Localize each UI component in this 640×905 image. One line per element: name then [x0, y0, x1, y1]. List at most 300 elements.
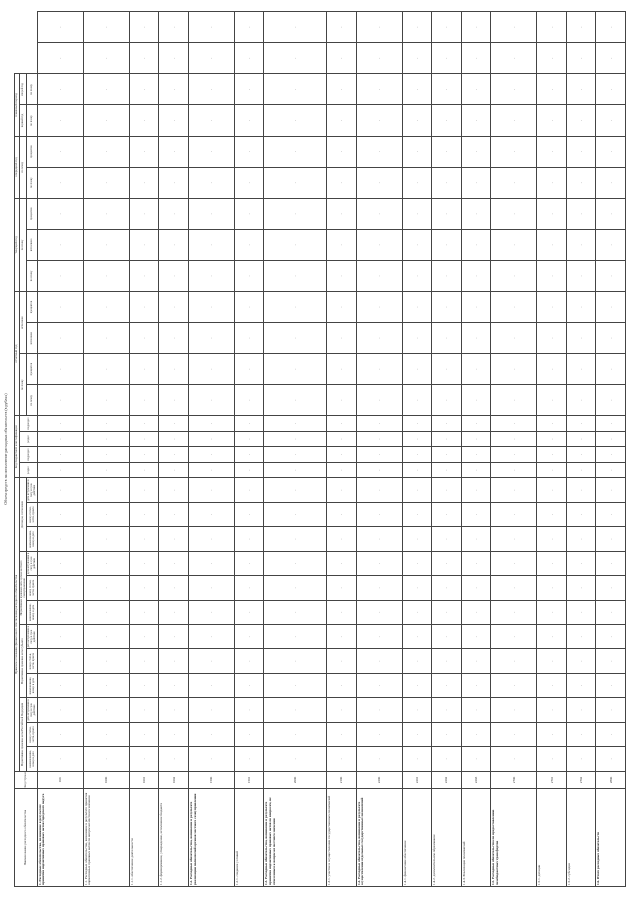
table-cell: - [432, 198, 462, 229]
table-cell: - [596, 105, 626, 136]
table-cell: - [596, 167, 626, 198]
table-cell: - [566, 291, 596, 322]
row-code: 1002 [159, 771, 189, 789]
table-cell: - [402, 698, 432, 722]
table-cell: - [566, 229, 596, 260]
table-cell: - [356, 527, 402, 551]
header-federal: Нормативные правовые акты Российской Федерации [19, 698, 26, 771]
row-code: 2701 [537, 771, 567, 789]
table-cell: - [537, 12, 567, 43]
table-cell: - [326, 198, 356, 229]
row-code: 1001 [129, 771, 159, 789]
table-cell: - [402, 260, 432, 291]
table-cell: - [83, 747, 129, 771]
table-cell: - [326, 229, 356, 260]
row-name: 1.5.1. дотации [537, 789, 567, 887]
table-cell: - [83, 198, 129, 229]
table-cell: - [537, 105, 567, 136]
table-cell: - [264, 625, 327, 649]
table-cell: - [83, 105, 129, 136]
table-cell: - [537, 600, 567, 624]
table-cell: - [537, 229, 567, 260]
table-cell: - [491, 502, 537, 526]
row-code: 2202 [432, 771, 462, 789]
table-cell: - [264, 698, 327, 722]
table-cell: - [264, 229, 327, 260]
table-cell: - [83, 722, 129, 746]
table-cell: - [83, 462, 129, 478]
table-cell: - [566, 447, 596, 463]
table-cell: - [596, 43, 626, 74]
table-cell: - [234, 431, 264, 447]
table-cell: - [596, 478, 626, 502]
row-code: 2203 [461, 771, 491, 789]
table-row [356, 12, 402, 887]
table-cell: - [83, 447, 129, 463]
table-cell: - [326, 502, 356, 526]
table-cell: - [264, 649, 327, 673]
table-cell: - [491, 385, 537, 416]
table-cell: - [264, 576, 327, 600]
table-cell: - [234, 167, 264, 198]
table-cell: - [83, 291, 129, 322]
table-cell: - [432, 12, 462, 43]
table-row [596, 12, 626, 887]
header-report-year: отчетный год [15, 291, 20, 415]
table-cell: - [264, 167, 327, 198]
header-name: Наименование расходного обязательства [15, 789, 38, 887]
header-sub-name: наименование, номер и дата [27, 527, 38, 551]
table-cell: - [402, 323, 432, 354]
table-cell: - [234, 698, 264, 722]
table-cell: - [129, 229, 159, 260]
table-cell: - [83, 431, 129, 447]
table-cell: - [264, 478, 327, 502]
table-cell: - [234, 600, 264, 624]
header-sub-pct: процентов [27, 198, 38, 229]
table-cell: - [159, 291, 189, 322]
table-cell: - [129, 673, 159, 697]
table-cell: - [264, 431, 327, 447]
table-cell: - [461, 198, 491, 229]
table-cell: - [159, 43, 189, 74]
table-cell: - [129, 136, 159, 167]
table-cell: - [537, 431, 567, 447]
table-cell: - [537, 625, 567, 649]
table-cell: - [83, 229, 129, 260]
table-cell: - [566, 478, 596, 502]
table-cell: - [83, 74, 129, 105]
table-cell: - [159, 478, 189, 502]
table-cell: - [566, 576, 596, 600]
header-current-year: текущий год [15, 198, 20, 291]
table-cell: - [461, 722, 491, 746]
table-cell: - [402, 105, 432, 136]
table-row [234, 12, 264, 887]
table-cell: - [37, 260, 83, 291]
table-cell: - [491, 354, 537, 385]
table-cell: - [537, 198, 567, 229]
table-cell: - [432, 698, 462, 722]
table-cell: - [596, 447, 626, 463]
header-sub-exec: исполнено [27, 323, 38, 354]
table-cell: - [402, 625, 432, 649]
table-cell: - [432, 354, 462, 385]
table-cell: - [566, 527, 596, 551]
table-cell: - [326, 600, 356, 624]
row-name: 1.3. Расходные обязательства, возникшие в результате принятия нормативных правовых актов по вопросам, не отнесенным к вопросам местного значения [264, 789, 327, 887]
table-cell: - [537, 551, 567, 575]
header-sub-date: дата вступления в силу и срок действия [27, 479, 37, 501]
table-cell: - [566, 551, 596, 575]
table-cell: - [326, 105, 356, 136]
header-sub-plan: по плану [27, 105, 38, 136]
row-name: 1.5.2. субсидии [566, 789, 596, 887]
table-cell: - [37, 502, 83, 526]
table-cell: - [188, 105, 234, 136]
table-cell: - [356, 291, 402, 322]
table-cell: - [402, 385, 432, 416]
table-cell: - [37, 354, 83, 385]
table-cell: - [83, 12, 129, 43]
table-cell: - [326, 43, 356, 74]
table-cell: - [326, 431, 356, 447]
table-cell: - [83, 478, 129, 502]
table-cell: - [356, 722, 402, 746]
table-cell: - [37, 447, 83, 463]
table-cell: - [537, 698, 567, 722]
table-cell: - [537, 673, 567, 697]
table-cell: - [234, 43, 264, 74]
table-cell: - [129, 447, 159, 463]
table-cell: - [129, 527, 159, 551]
table-cell: - [491, 198, 537, 229]
table-cell: - [537, 462, 567, 478]
table-cell: - [234, 12, 264, 43]
table-cell: - [432, 43, 462, 74]
header-sub-plan: по плану [27, 74, 38, 105]
table-cell: - [326, 354, 356, 385]
table-cell: - [264, 462, 327, 478]
table-cell: - [129, 291, 159, 322]
table-cell: - [264, 502, 327, 526]
table-cell: - [402, 74, 432, 105]
table-cell: - [432, 722, 462, 746]
table-cell: - [566, 198, 596, 229]
table-cell: - [234, 649, 264, 673]
table-cell: - [326, 551, 356, 575]
table-cell: - [491, 167, 537, 198]
table-cell: - [37, 167, 83, 198]
table-cell: - [461, 385, 491, 416]
table-cell: - [83, 551, 129, 575]
table-cell: - [461, 43, 491, 74]
table-cell: - [356, 576, 402, 600]
table-cell: - [159, 462, 189, 478]
table-cell: - [491, 229, 537, 260]
table-cell: - [234, 291, 264, 322]
table-cell: - [37, 462, 83, 478]
table-cell: - [402, 551, 432, 575]
table-cell: - [264, 105, 327, 136]
table-cell: - [356, 136, 402, 167]
table-cell: - [159, 527, 189, 551]
table-cell: - [356, 478, 402, 502]
table-cell: - [234, 673, 264, 697]
table-cell: - [491, 323, 537, 354]
row-code: 1500 [188, 771, 234, 789]
table-cell: - [83, 136, 129, 167]
table-cell: - [188, 698, 234, 722]
table-cell: - [356, 260, 402, 291]
row-name: 1.4.3. Реализация полномочий [461, 789, 491, 887]
table-cell: - [432, 291, 462, 322]
table-cell: - [159, 551, 189, 575]
table-cell: - [537, 502, 567, 526]
table-cell: - [402, 198, 432, 229]
table-cell: - [264, 385, 327, 416]
table-cell: - [432, 447, 462, 463]
table-cell: - [234, 527, 264, 551]
table-cell: - [356, 447, 402, 463]
table-cell: - [129, 167, 159, 198]
table-cell: - [432, 527, 462, 551]
table-cell: - [37, 478, 83, 502]
table-cell: - [596, 354, 626, 385]
table-cell: - [537, 354, 567, 385]
table-cell: - [402, 12, 432, 43]
row-code: 2700 [491, 771, 537, 789]
table-cell: - [566, 260, 596, 291]
table-cell: - [234, 462, 264, 478]
table-cell: - [356, 416, 402, 432]
table-cell: - [159, 12, 189, 43]
table-cell: - [264, 354, 327, 385]
table-cell: - [461, 12, 491, 43]
table-cell: - [188, 527, 234, 551]
table-cell: - [596, 673, 626, 697]
table-cell: - [596, 600, 626, 624]
table-cell: - [83, 502, 129, 526]
table-cell: - [234, 747, 264, 771]
table-cell: - [402, 416, 432, 432]
table-cell: - [432, 74, 462, 105]
table-cell: - [326, 12, 356, 43]
table-cell: - [432, 673, 462, 697]
table-cell: - [432, 649, 462, 673]
table-cell: - [188, 229, 234, 260]
table-cell: - [537, 167, 567, 198]
table-cell: - [461, 136, 491, 167]
table-cell: - [566, 673, 596, 697]
table-cell: - [234, 136, 264, 167]
table-cell: - [491, 291, 537, 322]
table-cell: - [264, 600, 327, 624]
table-cell: - [596, 260, 626, 291]
header-budget-code: Код бюджетной классификации [15, 416, 20, 478]
table-cell: - [432, 431, 462, 447]
header-plan-second: второй год [19, 74, 26, 105]
header-sub-pct: процентов [27, 291, 38, 322]
table-cell: - [432, 502, 462, 526]
table-row [159, 12, 189, 887]
table-cell: - [356, 625, 402, 649]
table-cell: - [234, 416, 264, 432]
header-sub-date: дата вступления в силу и срок действия [27, 699, 37, 721]
table-cell: - [566, 136, 596, 167]
table-cell: - [83, 260, 129, 291]
row-code: 2702 [566, 771, 596, 789]
row-code: 1501 [234, 771, 264, 789]
row-name: 1.2. Расходные обязательства, возникшие в результате реализации полномочий органов местного самоуправления [188, 789, 234, 887]
table-cell: - [37, 649, 83, 673]
row-code: 2200 [356, 771, 402, 789]
table-cell: - [491, 105, 537, 136]
row-name: 1.1. Расходные обязательства, возникшие в результате принятия нормативных правовых актов по вопросам местного значения [83, 789, 129, 887]
table-cell: - [129, 551, 159, 575]
table-cell: - [461, 416, 491, 432]
table-cell: - [129, 698, 159, 722]
table-cell: - [566, 12, 596, 43]
table-cell: - [402, 167, 432, 198]
table-cell: - [234, 354, 264, 385]
table-cell: - [83, 625, 129, 649]
table-cell: - [326, 462, 356, 478]
table-cell: - [264, 323, 327, 354]
table-cell: - [37, 625, 83, 649]
table-cell: - [596, 649, 626, 673]
header-report-plan: по плану [19, 354, 26, 416]
table-cell: - [326, 416, 356, 432]
table-cell: - [402, 722, 432, 746]
table-cell: - [326, 625, 356, 649]
table-cell: - [159, 260, 189, 291]
table-cell: - [234, 74, 264, 105]
table-cell: - [159, 105, 189, 136]
table-cell: - [159, 323, 189, 354]
table-cell: - [432, 136, 462, 167]
table-cell: - [159, 74, 189, 105]
table-cell: - [83, 323, 129, 354]
table-row [129, 12, 159, 887]
table-cell: - [264, 416, 327, 432]
table-cell: - [402, 649, 432, 673]
table-cell: - [188, 323, 234, 354]
table-cell: - [188, 600, 234, 624]
table-cell: - [188, 43, 234, 74]
table-cell: - [461, 527, 491, 551]
table-cell: - [264, 43, 327, 74]
table-cell: - [264, 198, 327, 229]
table-cell: - [491, 551, 537, 575]
table-cell: - [356, 462, 402, 478]
table-cell: - [188, 625, 234, 649]
table-cell: - [129, 625, 159, 649]
table-cell: - [159, 649, 189, 673]
table-cell: - [37, 198, 83, 229]
table-cell: - [461, 649, 491, 673]
table-cell: - [566, 625, 596, 649]
table-cell: - [37, 416, 83, 432]
header-sub-plan: по плану [27, 385, 38, 416]
table-cell: - [491, 576, 537, 600]
table-cell: - [188, 167, 234, 198]
table-cell: - [83, 600, 129, 624]
obligations-register-table [14, 11, 626, 887]
table-cell: - [326, 385, 356, 416]
row-name: 1.1.2. формирование, утверждение, исполнение бюджета [159, 789, 189, 887]
table-cell: - [188, 747, 234, 771]
table-cell: - [356, 698, 402, 722]
table-cell: - [188, 385, 234, 416]
table-cell: - [596, 576, 626, 600]
table-cell: - [432, 576, 462, 600]
table-cell: - [129, 43, 159, 74]
table-cell: - [188, 291, 234, 322]
table-cell: - [461, 600, 491, 624]
table-cell: - [537, 478, 567, 502]
table-row [537, 12, 567, 887]
table-cell: - [432, 105, 462, 136]
table-cell: - [402, 478, 432, 502]
table-cell: - [356, 600, 402, 624]
header-plan-first: первый год [19, 105, 26, 136]
table-cell: - [326, 747, 356, 771]
table-cell: - [537, 136, 567, 167]
table-cell: - [37, 74, 83, 105]
table-cell: - [491, 722, 537, 746]
table-cell: - [402, 600, 432, 624]
table-cell: - [188, 260, 234, 291]
table-cell: - [159, 198, 189, 229]
table-cell: - [566, 323, 596, 354]
table-cell: - [159, 447, 189, 463]
table-cell: - [188, 431, 234, 447]
row-name: 1.4. Расходные обязательства, возникшие в результате осуществления отдельных государственных полномочий [356, 789, 402, 887]
table-cell: - [596, 462, 626, 478]
table-cell: - [188, 478, 234, 502]
table-cell: - [234, 198, 264, 229]
table-cell: - [566, 354, 596, 385]
table-cell: - [432, 478, 462, 502]
table-cell: - [188, 649, 234, 673]
table-cell: - [461, 229, 491, 260]
table-cell: - [596, 12, 626, 43]
table-cell: - [566, 698, 596, 722]
table-cell: - [234, 625, 264, 649]
table-cell: - [566, 600, 596, 624]
table-cell: - [326, 478, 356, 502]
table-cell: - [432, 747, 462, 771]
table-cell: - [264, 551, 327, 575]
table-cell: - [461, 551, 491, 575]
row-code: 1000 [83, 771, 129, 789]
table-cell: - [491, 600, 537, 624]
table-cell: - [234, 229, 264, 260]
row-name: 1.4.1. финансовое обеспечение [402, 789, 432, 887]
table-cell: - [596, 416, 626, 432]
table-cell: - [566, 722, 596, 746]
header-sub-pct: процентов [27, 354, 38, 385]
table-cell: - [37, 43, 83, 74]
header-next-plan: по плану [19, 136, 26, 198]
table-cell: - [596, 527, 626, 551]
header-sub-plan: по плану [27, 167, 38, 198]
table-cell: - [234, 502, 264, 526]
table-cell: - [234, 576, 264, 600]
table-cell: - [402, 502, 432, 526]
table-cell: - [188, 722, 234, 746]
